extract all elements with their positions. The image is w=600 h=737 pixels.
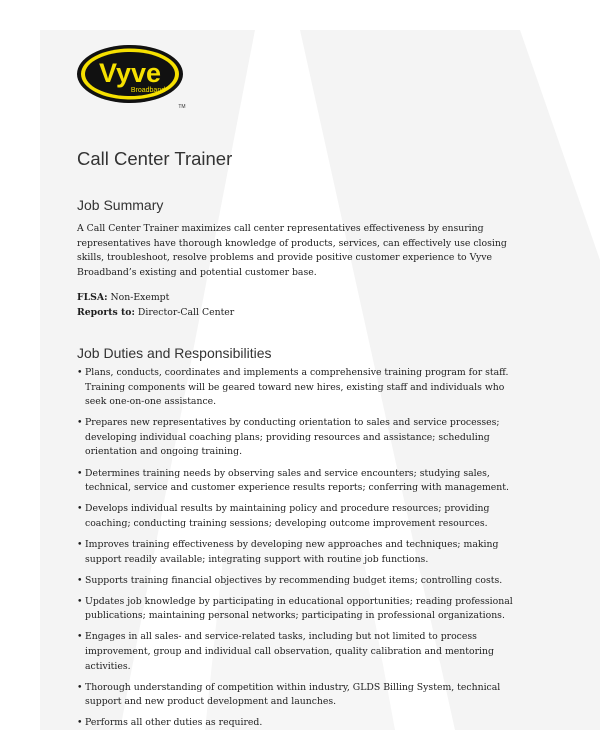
list-item: • Improves training effectiveness by developing new approaches and techniques; making support readily available; integrating support with routine job functions. xyxy=(77,538,517,567)
reports-to-label: Reports to: xyxy=(77,307,135,318)
flsa-line xyxy=(77,291,169,306)
vyve-broadband-logo xyxy=(77,44,189,112)
flsa-value: Non-Exempt xyxy=(110,292,170,303)
page-title: Call Center Trainer xyxy=(77,148,233,169)
reports-to-value: Director-Call Center xyxy=(137,307,235,318)
list-item: • Determines training needs by observing sales and service encounters; studying sales, technical, service and customer experience results reports; conferring with management. xyxy=(77,467,517,496)
job-duties-heading: Job Duties and Responsibilities xyxy=(77,345,272,361)
job-summary-heading: Job Summary xyxy=(77,197,164,213)
logo-sub-text: Broadband xyxy=(130,87,166,94)
logo-tm: TM xyxy=(178,104,186,110)
list-item: • Prepares new representatives by conducting orientation to sales and service processes; developing individual coaching plans; providing resources and assistance; scheduling orientation and ongoing training. xyxy=(77,416,517,460)
list-item: • Engages in all sales- and service-related tasks, including but not limited to process improvement, group and individual call observation, quality calibration and mentoring activities. xyxy=(77,630,517,674)
list-item: • Performs all other duties as required. xyxy=(77,716,517,731)
list-item: • Supports training financial objectives by recommending budget items; controlling costs. xyxy=(77,574,517,589)
duties-list xyxy=(77,366,517,737)
list-item: • Plans, conducts, coordinates and implements a comprehensive training program for staff. Training components will be geared toward new hires, existing staff and individuals who seek one-on-one assistance. xyxy=(77,366,517,410)
list-item: • Thorough understanding of competition within industry, GLDS Billing System, technical support and new product development and launches. xyxy=(77,681,517,710)
job-summary-text: A Call Center Trainer maximizes call center representatives effectiveness by ensuring representatives have thorough knowledge of products, services, can effectively use closing skills, troubleshoot, resolve problems and provide positive customer experience to Vyve Broadband’s existing and potential customer base. xyxy=(77,223,507,278)
list-item: • Updates job knowledge by participating in educational opportunities; reading professional publications; maintaining personal networks; participating in professional organizations. xyxy=(77,595,517,624)
flsa-label: FLSA: xyxy=(77,292,108,303)
logo-brand-text: Vyve xyxy=(98,58,162,88)
list-item: • Develops individual results by maintaining policy and procedure resources; providing coaching; conducting training sessions; developing outcome improvement resources. xyxy=(77,502,517,531)
reports-to-line xyxy=(77,306,234,321)
